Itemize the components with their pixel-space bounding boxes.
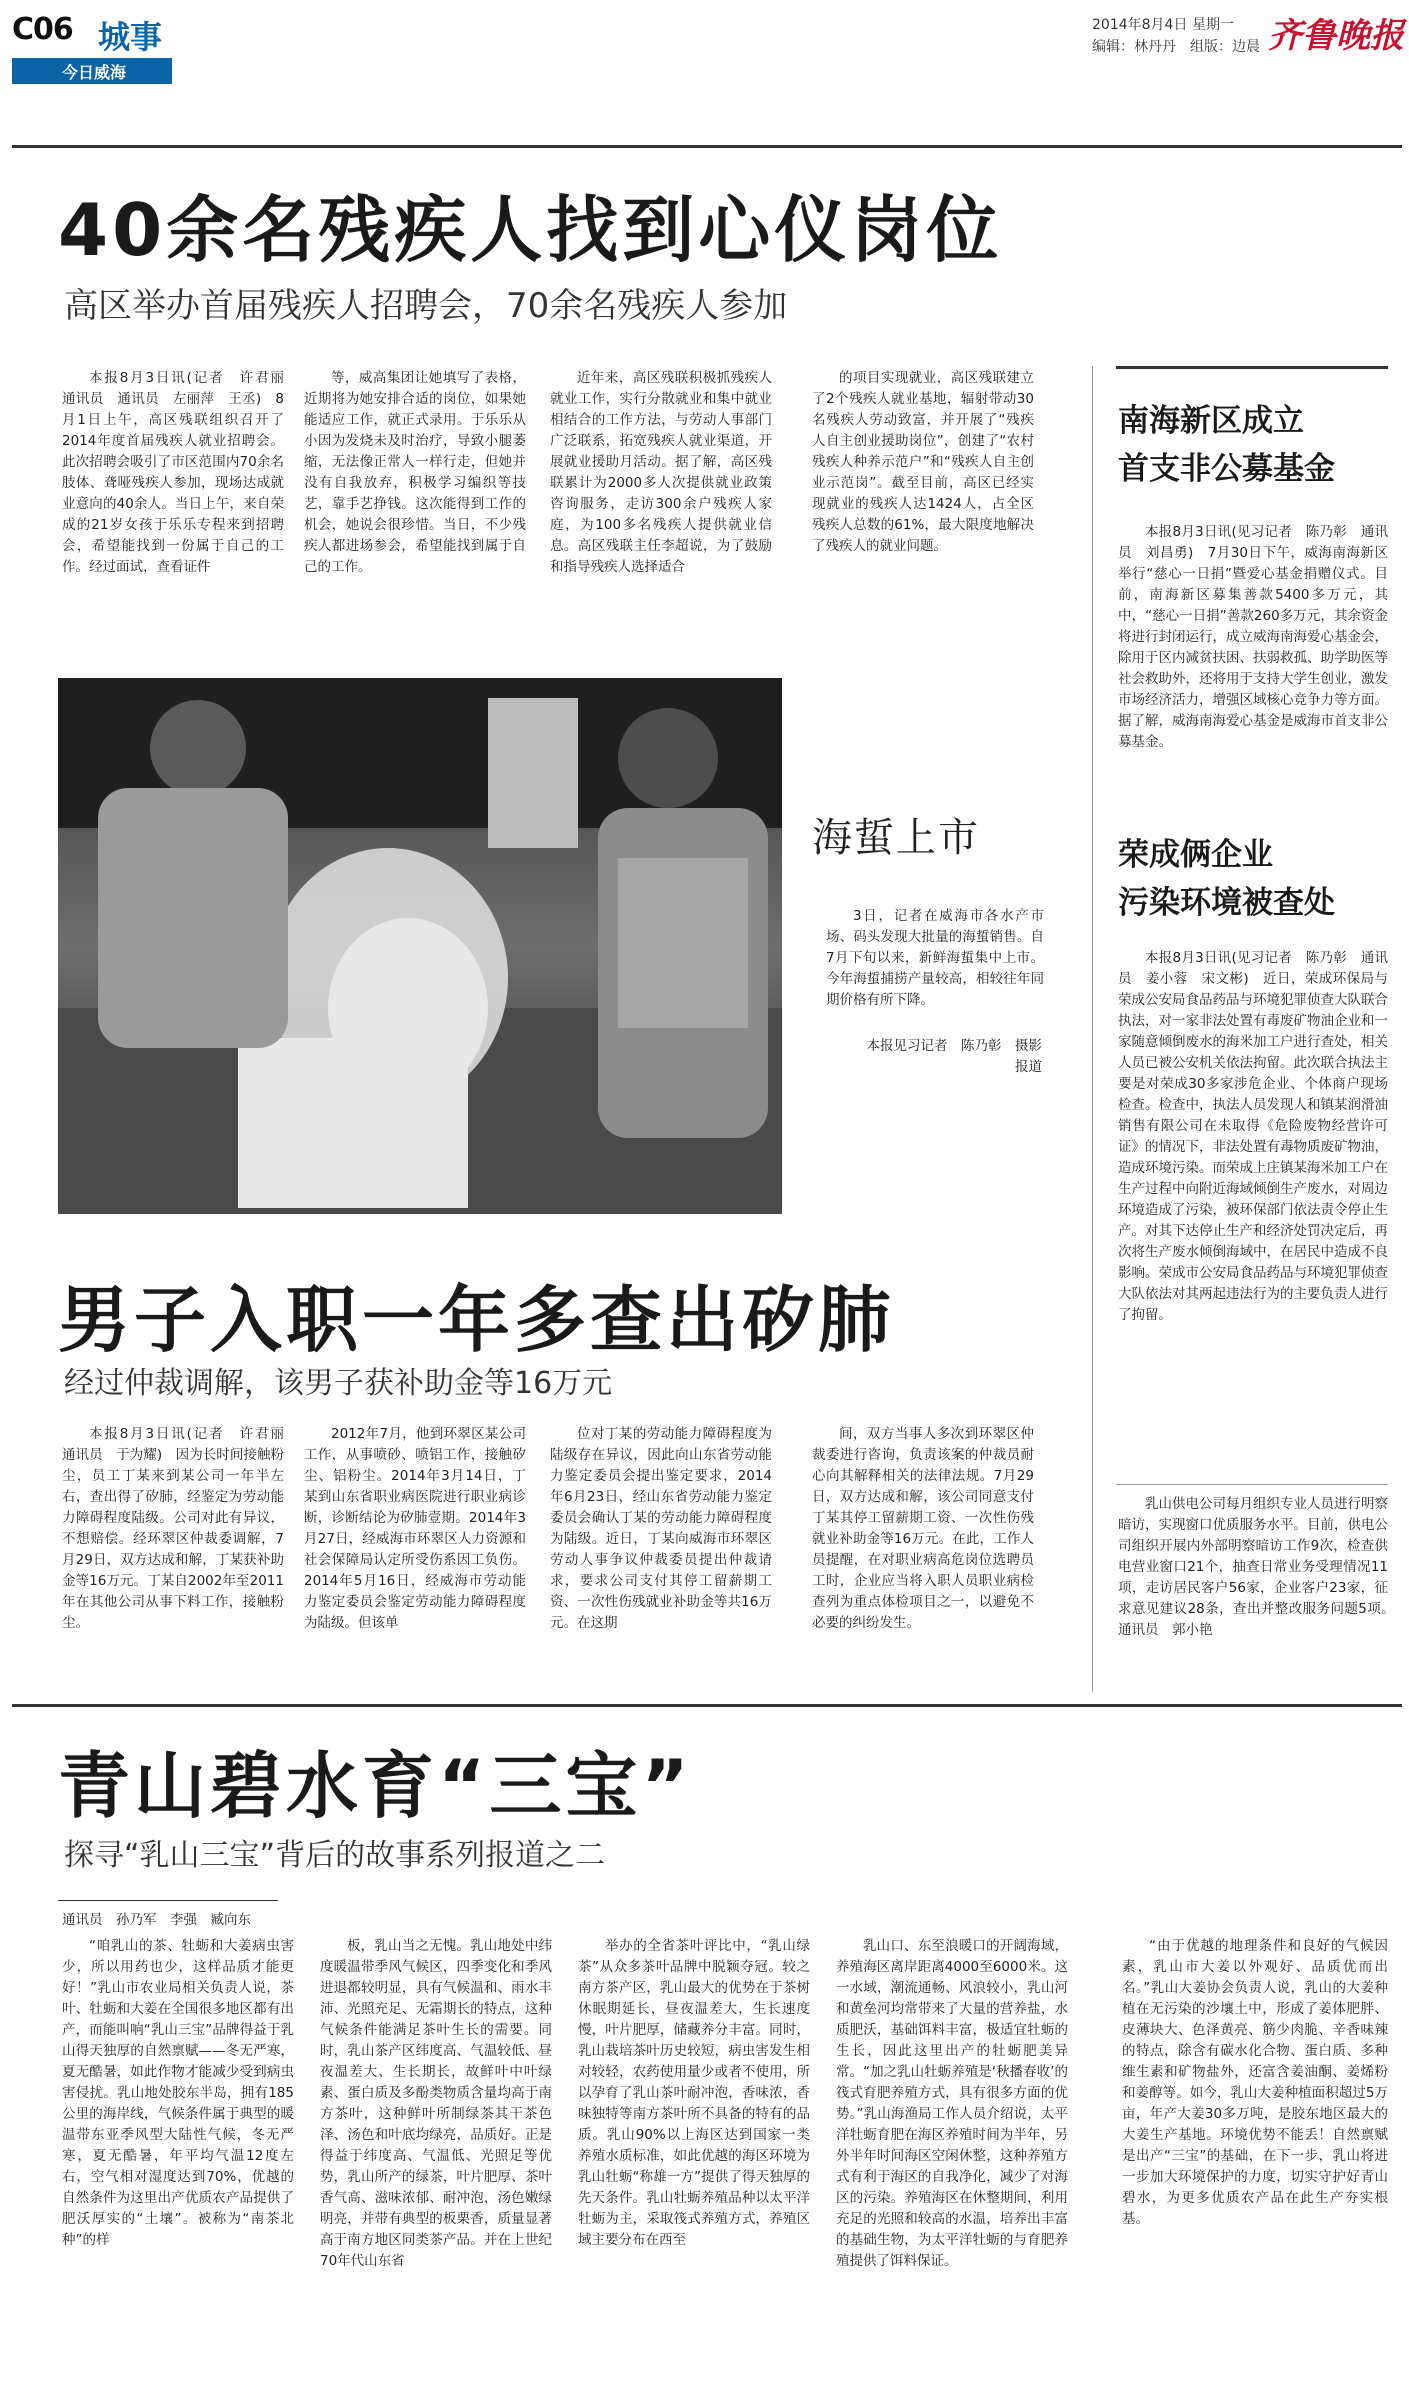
article2-column2: 2012年7月，他到环翠区某公司工作，从事喷砂、喷铝工作，接触矽尘、铝粉尘。2014年3月14日，丁某到山东省职业病医院进行职业病诊断，诊断结论为矽肺壹期。2014年3月27日，经威海市环翠区人力资源和社会保障局认定所受伤系因工负伤。2014年5月16日，经威海市劳动能力鉴定委员会鉴定劳动能力障碍程度为陆级。但该单 xyxy=(304,1426,526,1631)
section-title: 城事 xyxy=(98,18,163,56)
sidebar-story1-title-line1: 南海新区成立 xyxy=(1118,403,1304,439)
photo-credit: 本报见习记者 陈乃彰 摄影报道 xyxy=(866,1038,1042,1075)
article3-column2: 板，乳山当之无愧。乳山地处中纬度暖温带季风气候区，四季变化和季风进退都较明显，具有气候温和、雨水丰沛、光照充足、无霜期长的特点，这种气候条件能满足茶叶生长的需要。同时，乳山茶产区纬度高、气温较低、昼夜温差大、生长期长，故鲜叶中叶绿素、蛋白质及多酚类物质含量均高于南方茶叶，这种鲜叶所制绿茶其干茶色泽、汤色和叶底均绿亮，品质好。正是得益于纬度高、气温低、光照足等优势，乳山所产的绿茶，叶片肥厚、茶叶香气高、滋味浓郁、耐冲泡，汤色嫩绿明亮，并带有典型的板栗香，质量显著高于南方地区同类茶产品。并在上世纪70年代山东省 xyxy=(320,1938,552,2269)
article1-column3: 近年来，高区残联积极抓残疾人就业工作，实行分散就业和集中就业相结合的工作方法，与劳动人事部门广泛联系，拓宽残疾人就业渠道，开展就业援助月活动。据了解，高区残联累计为2000多人次提供就业政策咨询服务，走访300余户残疾人家庭，为100多名残疾人提供就业信息。高区残联主任李超说，为了鼓励和指导残疾人选择适合 xyxy=(550,370,772,575)
issue-weekday: 星期一 xyxy=(1192,17,1234,33)
photo-title: 海蜇上市 xyxy=(812,815,980,861)
paper-logo: 齐鲁晚报 xyxy=(1268,16,1404,56)
issue-date: 2014年8月4日 xyxy=(1092,17,1188,33)
sidebar-story1-title-line2: 首支非公募基金 xyxy=(1118,451,1335,487)
photo-illustration xyxy=(58,678,782,1214)
photo-caption: 3日，记者在威海市各水产市场、码头发现大批量的海蜇销售。自7月下旬以来，新鲜海蜇集中上市。今年海蜇捕捞产量较高，相较往年同期价格有所下降。 xyxy=(826,908,1044,1008)
sidebar-story1-body: 本报8月3日讯(见习记者 陈乃彰 通讯员 刘昌勇) 7月30日下午，威海南海新区举行“慈心一日捐”暨爱心基金捐赠仪式。目前，南海新区募集善款5400多万元，其中，“慈心一日捐”善款260多万元，其余资金将进行封闭运行，成立威海南海爱心基金会，除用于区内减贫扶困、扶弱救孤、助学助医等社会救助外，还将用于支持大学生创业，激发市场经济活力，增强区域核心竞争力等方面。据了解，威海南海爱心基金是威海市首支非公募基金。 xyxy=(1118,524,1388,750)
article3-column3: 举办的全省茶叶评比中，“乳山绿茶”从众多茶叶品牌中脱颖夺冠。较之南方茶产区，乳山最大的优势在于茶树休眠期延长，昼夜温差大，生长速度慢，叶片肥厚，储藏养分丰富。同时，乳山栽培茶叶历史较短，病虫害发生相对较轻，农药使用量少或者不使用，所以孕育了乳山茶叶耐冲泡，香味浓，香味独特等南方茶叶所不具备的特有的品质。乳山90%以上海区达到国家一类养殖水质标准，如此优越的海区环境为乳山牡蛎“称雄一方”提供了得天独厚的先天条件。乳山牡蛎养殖品种以太平洋牡蛎为主，采取筏式养殖方式，养殖区域主要分布在西至 xyxy=(578,1938,810,2248)
sidebar-divider xyxy=(1092,366,1093,1692)
sidebar-top-rule xyxy=(1116,366,1388,369)
article3-byline: 通讯员 孙乃军 李强 臧向东 xyxy=(62,1912,251,1928)
sidebar-story3-body: 乳山供电公司每月组织专业人员进行明察暗访，实现窗口优质服务水平。目前，供电公司组织开展内外部明察暗访工作9次，检查供电营业窗口21个，抽查日常业务受理情况11项，走访居民客户56家，企业客户23家，征求意见建议28条，查出并整改服务问题5项。 通讯员 郭小艳 xyxy=(1118,1496,1402,1638)
article3-column1: “咱乳山的茶、牡蛎和大姜病虫害少，所以用药也少，这样品质才能更好！”乳山市农业局相关负责人说，茶叶、牡蛎和大姜在全国很多地区都有出产，而能叫响“乳山三宝”品牌得益于乳山得天独厚的自然禀赋——冬无严寒，夏无酷暑，如此作物才能减少受到病虫害侵扰。乳山地处胶东半岛，拥有185公里的海岸线，气候条件属于典型的暖温带东亚季风型大陆性气候，冬无严寒，夏无酷暑，年平均气温12度左右，空气相对湿度达到70%，优越的自然条件为这里出产优质农产品提供了肥沃厚实的“土壤”。被称为“南茶北种”的样 xyxy=(62,1938,294,2248)
editors-credit: 编辑：林丹丹 组版：边晨 xyxy=(1092,39,1260,55)
subhead-article1: 高区举办首届残疾人招聘会，70余名残疾人参加 xyxy=(64,286,788,326)
header-rule xyxy=(12,145,1402,148)
sidebar-story3-rule xyxy=(1116,1484,1388,1485)
subhead-article2: 经过仲裁调解，该男子获补助金等16万元 xyxy=(64,1366,613,1401)
jellyfish-market-photo xyxy=(58,678,782,1214)
article1-column1: 本报8月3日讯(记者 许君丽 通讯员 通讯员 左丽萍 王丞) 8月1日上午，高区残联组织召开了2014年度首届残疾人就业招聘会。此次招聘会吸引了市区范围内70余名肢体、聋哑残疾人参加，现场达成就业意向的40余人。当日上午，来自荣成的21岁女孩于乐乐专程来到招聘会，希望能找到一份属于自己的工作。经过面试，查看证件 xyxy=(62,370,298,575)
sidebar-story2-title-line2: 污染环境被查处 xyxy=(1118,885,1335,921)
section-divider xyxy=(12,1704,1402,1707)
article2-column4: 间，双方当事人多次到环翠区仲裁委进行咨询，负责该案的仲裁员耐心向其解释相关的法律法规。7月29日，双方达成和解，该公司同意支付丁某其停工留薪期工资、一次性伤残就业补助金等16万元。在此，工作人员提醒，在对职业病高危岗位选聘员工时，企业应当将入职人员职业病检查列为重点体检项目之一，以避免不必要的纠纷发生。 xyxy=(812,1426,1034,1631)
headline-article1: 40余名残疾人找到心仪岗位 xyxy=(58,188,1003,272)
article3-byline-rule xyxy=(58,1900,278,1901)
subsection-label: 今日威海 xyxy=(62,63,127,82)
sidebar-story2-title-line1: 荣成俩企业 xyxy=(1118,837,1273,873)
article2-column1: 本报8月3日讯(记者 许君丽 通讯员 于为耀) 因为长时间接触粉尘，员工丁某来到某公司一年半左右，查出得了矽肺，经鉴定为劳动能力障碍程度陆级。公司对此有异议，不想赔偿。经环翠区仲裁委调解，7月29日，双方达成和解，丁某获补助金等16万元。丁某自2002年至2011年在其他公司从事下料工作，接触粉尘。 xyxy=(62,1426,298,1631)
headline-article2: 男子入职一年多查出矽肺 xyxy=(58,1278,895,1362)
article3-column5: “由于优越的地理条件和良好的气候因素，乳山市大姜以外观好、品质优而出名。”乳山大姜协会负责人说，乳山的大姜种植在无污染的沙壤土中，形成了姜体肥胖、皮薄块大、色泽黄亮、筋少肉脆、辛香味辣的特点，除含有碳水化合物、蛋白质、多种维生素和矿物盐外，还富含姜油酮、姜烯粉和姜醇等。如今，乳山大姜种植面积超过5万亩，年产大姜30多万吨，是胶东地区最大的大姜生产基地。环境优势不能丢！自然禀赋是出产“三宝”的基础，在下一步，乳山将进一步加大环境保护的力度，切实守护好青山碧水，为更多优质农产品在此生产夯实根基。 xyxy=(1122,1938,1388,2227)
sidebar-story2-body: 本报8月3日讯(见习记者 陈乃彰 通讯员 姜小蓉 宋文彬) 近日，荣成环保局与荣成公安局食品药品与环境犯罪侦查大队联合执法，对一家非法处置有毒废矿物油企业和一家随意倾倒废水的海米加工户进行查处，相关人员已被公安机关依法拘留。此次联合执法主要是对荣成30多家涉危企业、个体商户现场检查。检查中，执法人员发现人和镇某润滑油销售有限公司在未取得《危险废物经营许可证》的情况下，非法处置有毒物质废矿物油，造成环境污染。而荣成上庄镇某海米加工户在生产过程中向附近海域倾倒生产废水，对周边环境造成了污染，被环保部门依法责令停止生产。对其下达停止生产和经济处罚决定后，再次将生产废水倾倒海域中，在居民中造成不良影响。荣成市公安局食品药品与环境犯罪侦查大队依法对其两起违法行为的主要负责人进行了拘留。 xyxy=(1118,950,1388,1323)
page-number: C06 xyxy=(12,12,73,47)
headline-article3: 青山碧水育“三宝” xyxy=(58,1744,693,1828)
article2-column3: 位对丁某的劳动能力障碍程度为陆级存在异议，因此向山东省劳动能力鉴定委员会提出鉴定要求，2014年6月23日，经山东省劳动能力鉴定委员会确认丁某的劳动能力障碍程度为陆级。近日，丁某向威海市环翠区劳动人事争议仲裁委员提出仲裁请求，要求公司支付其停工留薪期工资、一次性伤残就业补助金等共16万元。在这期 xyxy=(550,1426,772,1631)
article1-column2: 等，威高集团让她填写了表格，近期将为她安排合适的岗位，如果她能适应工作，就正式录用。于乐乐从小因为发烧未及时治疗，导致小腿萎缩，无法像正常人一样行走，但她并没有自我放弃，积极学习编织等技艺，靠手艺挣钱。这次能得到工作的机会，她说会很珍惜。当日，不少残疾人都进场参会，希望能找到属于自己的工作。 xyxy=(304,370,526,575)
subhead-article3: 探寻“乳山三宝”背后的故事系列报道之二 xyxy=(64,1838,606,1873)
article1-column4: 的项目实现就业，高区残联建立了2个残疾人就业基地，辐射带动30名残疾人劳动致富，并开展了“残疾人自主创业援助岗位”，创建了“农村残疾人种养示范户”和“残疾人自主创业示范岗”。截至目前，高区已经实现就业的残疾人达1424人，占全区残疾人总数的61%，最大限度地解决了残疾人的就业问题。 xyxy=(812,370,1034,554)
article3-column4: 乳山口、东至浪暖口的开阔海域，养殖海区离岸距离4000至6000米。这一水域，潮流通畅、风浪较小，乳山河和黄垒河均常带来了大量的营养盐，水质肥沃，基础饵料丰富，极适宜牡蛎的生长，因此这里出产的牡蛎肥美异常。“加之乳山牡蛎养殖是‘秋播春收’的筏式育肥养殖方式，具有很多方面的优势。”乳山海渔局工作人员介绍说，太平洋牡蛎育肥在海区养殖时间为半年，另外半年时间海区空闲休整，这种养殖方式有利于海区的自我净化，减少了对海区的污染。养殖海区在休整期间，利用充足的光照和较高的水温，培养出丰富的基础生物，为太平洋牡蛎的与育肥养殖提供了饵料保证。 xyxy=(836,1938,1068,2269)
